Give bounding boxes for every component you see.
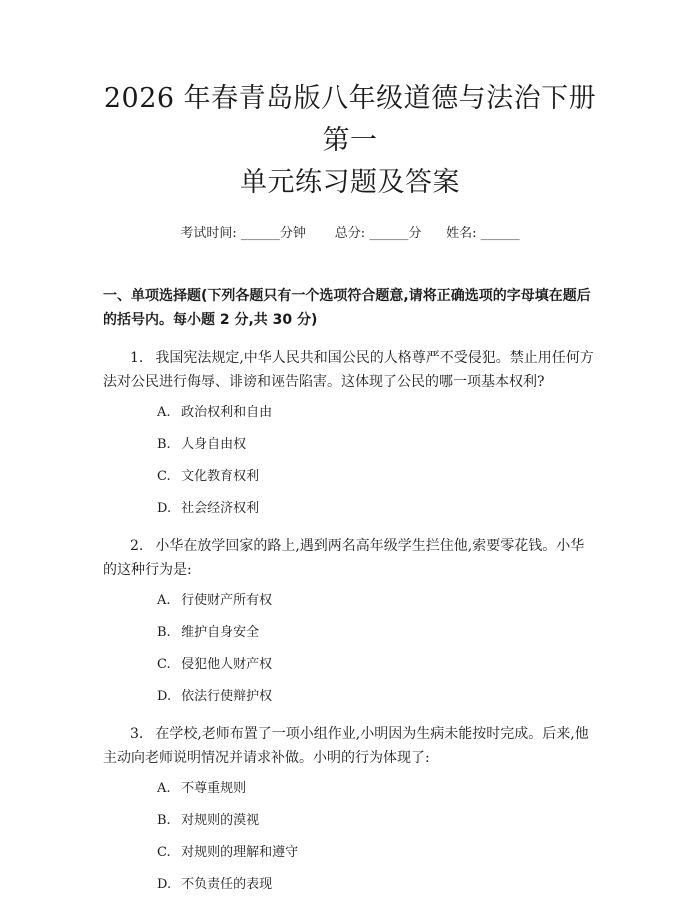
option-text: 文化教育权利	[181, 469, 260, 484]
option-text: 行使财产所有权	[181, 593, 273, 608]
option-letter: B.	[157, 437, 171, 452]
question-text: 在学校,老师布置了一项小组作业,小明因为生病未能按时完成。后来,他主动向老师说明情况并请求补做。小明的行为体现了:	[103, 726, 589, 766]
exam-info-line	[103, 224, 597, 244]
score-blank: ______	[369, 226, 409, 241]
option-b	[103, 810, 597, 832]
question-2-options	[103, 590, 597, 708]
option-c	[103, 654, 597, 676]
option-b	[103, 434, 597, 456]
option-letter: D.	[157, 501, 172, 516]
option-letter: C.	[157, 845, 171, 860]
question-number: 1.	[130, 350, 144, 366]
question-2	[103, 534, 597, 582]
question-number: 2.	[130, 538, 144, 554]
option-a	[103, 590, 597, 612]
option-letter: A.	[157, 405, 171, 420]
option-text: 社会经济权利	[181, 501, 260, 516]
question-number: 3.	[130, 726, 144, 742]
option-letter: D.	[157, 877, 172, 892]
question-text: 我国宪法规定,中华人民共和国公民的人格尊严不受侵犯。禁止用任何方法对公民进行侮辱、诽谤和诬告陷害。这体现了公民的哪一项基本权利?	[103, 350, 594, 390]
option-a	[103, 402, 597, 424]
option-d	[103, 498, 597, 520]
title-line-2: 单元练习题及答案	[240, 167, 460, 198]
option-text: 不尊重规则	[181, 781, 247, 796]
question-3-options	[103, 778, 597, 896]
title-line-1: 2026 年春青岛版八年级道德与法治下册第一	[103, 83, 597, 156]
option-d	[103, 874, 597, 896]
score-unit: 分	[408, 226, 422, 241]
question-1-options	[103, 402, 597, 520]
time-label: 考试时间:	[180, 226, 237, 241]
score-label: 总分:	[334, 226, 366, 241]
option-c	[103, 466, 597, 488]
option-text: 侵犯他人财产权	[181, 657, 273, 672]
question-1	[103, 346, 597, 394]
name-label: 姓名:	[446, 226, 477, 241]
page-title	[103, 0, 597, 204]
option-letter: A.	[157, 593, 171, 608]
option-c	[103, 842, 597, 864]
option-letter: B.	[157, 625, 171, 640]
option-d	[103, 686, 597, 708]
option-text: 人身自由权	[181, 437, 247, 452]
option-text: 不负责任的表现	[181, 877, 273, 892]
option-b	[103, 622, 597, 644]
option-text: 对规则的理解和遵守	[181, 845, 299, 860]
time-unit: 分钟	[279, 226, 306, 241]
option-text: 维护自身安全	[181, 625, 260, 640]
question-3	[103, 722, 597, 770]
option-letter: A.	[157, 781, 171, 796]
section-heading: 一、单项选择题(下列各题只有一个选项符合题意,请将正确选项的字母填在题后的括号内。每小题 2 分,共 30 分)	[103, 288, 591, 328]
option-letter: B.	[157, 813, 171, 828]
option-text: 依法行使辩护权	[181, 689, 273, 704]
option-letter: C.	[157, 469, 171, 484]
name-blank: ______	[480, 226, 520, 241]
question-text: 小华在放学回家的路上,遇到两名高年级学生拦住他,索要零花钱。小华的这种行为是:	[103, 538, 585, 578]
option-letter: C.	[157, 657, 171, 672]
option-a	[103, 778, 597, 800]
option-text: 政治权利和自由	[181, 405, 273, 420]
option-letter: D.	[157, 689, 172, 704]
option-text: 对规则的漠视	[181, 813, 260, 828]
time-blank: ______	[240, 226, 280, 241]
